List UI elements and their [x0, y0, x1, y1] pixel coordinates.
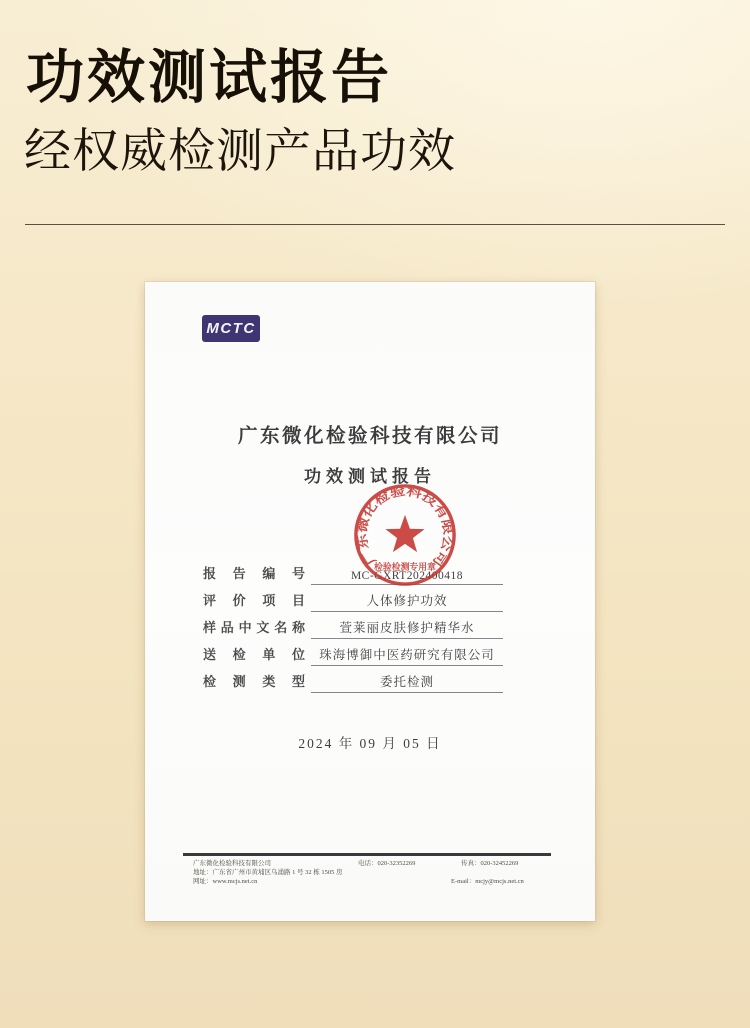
- footer-line-2: [193, 868, 551, 877]
- field-label-test-type: 检测类型: [203, 674, 305, 689]
- footer-company: 广东微化检验科技有限公司: [193, 860, 271, 867]
- footer-rule: [183, 853, 551, 856]
- sheet-footer: [193, 859, 551, 886]
- footer-phone: 电话：020-32352269: [358, 860, 416, 867]
- field-value-sample-name: 萱莱丽皮肤修护精华水: [311, 618, 503, 639]
- field-value-client-unit: 珠海博御中医药研究有限公司: [311, 645, 503, 666]
- star-icon: [385, 515, 424, 552]
- table-row: [203, 617, 543, 639]
- footer-email: E-mail：mcjy@mcjs.net.cn: [451, 878, 524, 885]
- page-subtitle: 经权威检测产品功效: [24, 126, 456, 178]
- footer-fax: 传真：020-32452269: [461, 860, 519, 867]
- table-row: [203, 671, 543, 693]
- footer-address: 地址：广东省广州市黄埔区乌涌路 1 号 32 栋 1505 房: [193, 869, 343, 876]
- table-row: [203, 644, 543, 666]
- field-value-test-type: 委托检测: [311, 672, 503, 693]
- table-row: [203, 590, 543, 612]
- seal-ring-text: 广东微化检验科技有限公司: [354, 483, 456, 568]
- seal-banner-text: 检验检测专用章: [374, 561, 436, 572]
- field-value-evaluation-item: 人体修护功效: [311, 591, 503, 612]
- field-label-report-no: 报告编号: [203, 566, 305, 581]
- mctc-logo: MCTC: [202, 315, 260, 342]
- page-title: 功效测试报告: [26, 45, 393, 110]
- test-report-sheet: [145, 282, 595, 921]
- footer-website: 网址：www.mcjs.net.cn: [193, 878, 258, 885]
- field-value-report-no: MC-GXRT202400418: [311, 570, 503, 585]
- field-label-sample-name: 样品中文名称: [203, 620, 305, 635]
- red-seal-stamp: [351, 481, 459, 589]
- report-date: 2024 年 09 月 05 日: [298, 736, 442, 751]
- footer-line-3: [193, 877, 551, 886]
- field-label-client-unit: 送检单位: [203, 647, 305, 662]
- field-label-evaluation-item: 评价项目: [203, 593, 305, 608]
- report-doc-title: 功效测试报告: [304, 467, 436, 486]
- footer-line-1: [193, 859, 551, 868]
- report-company-name: 广东微化检验科技有限公司: [237, 426, 502, 447]
- header-divider: [25, 224, 725, 225]
